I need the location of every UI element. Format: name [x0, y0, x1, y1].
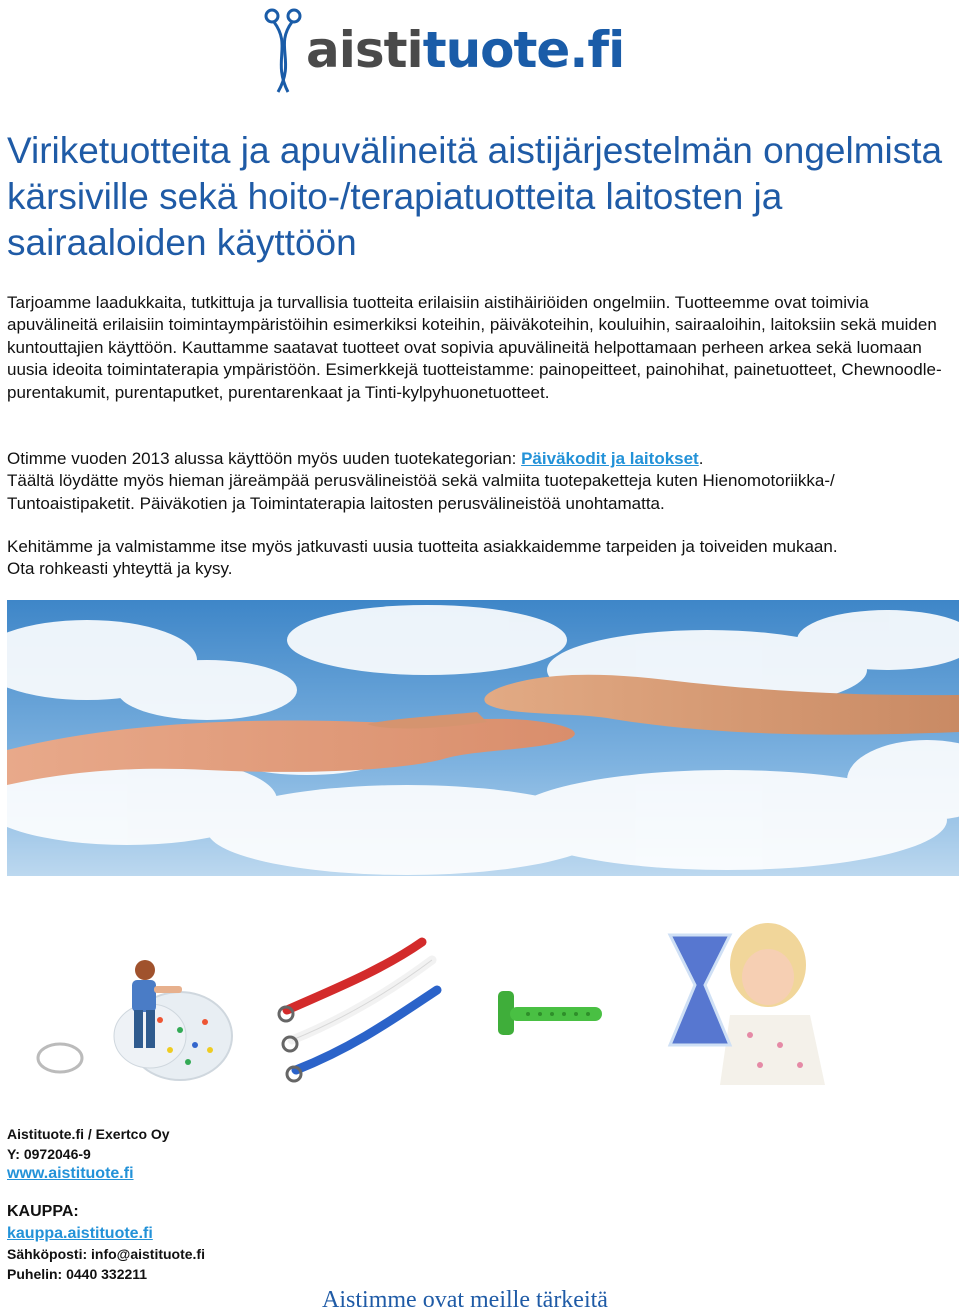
footer-business-id: Y: 0972046-9 — [7, 1146, 91, 1162]
footer-email: Sähköposti: info@aistituote.fi — [7, 1246, 205, 1262]
closing-line-2: Ota rohkeasti yhteyttä ja kysy. — [7, 559, 233, 579]
product-chewy-tube-green-image — [488, 985, 608, 1045]
footer-shop-label: KAUPPA: — [7, 1203, 79, 1220]
tagline: Aistimme ovat meille tärkeitä — [322, 1287, 608, 1313]
news-rest: Täältä löydätte myös hieman järeämpää perusvälineistöä sekä valmiita tuotepaketteja kuten Hienomotoriikka-/ Tuntoaistipaketit. Päiväkotien ja Toimintaterapia laitosten perusvälineistöä unohtamatta. — [7, 471, 835, 513]
page-title: Viriketuotteita ja apuvälineitä aistijärjestelmän ongelmista kärsiville sekä hoito-/terapiatuotteita laitosten ja sairaaloiden käyttöön — [7, 130, 943, 263]
news-text-end: . — [698, 449, 704, 468]
footer-website-link[interactable]: www.aistituote.fi — [7, 1165, 134, 1182]
logo-figure-icon — [262, 6, 306, 96]
product-girl-hourglass-image — [640, 915, 840, 1085]
category-link[interactable]: Päiväkodit ja laitokset — [521, 449, 699, 468]
logo[interactable] — [262, 6, 625, 96]
closing-paragraph — [7, 536, 952, 581]
footer-shop-link[interactable]: kauppa.aistituote.fi — [7, 1225, 153, 1242]
logo-text: aistituote.fi — [306, 21, 625, 79]
product-chew-tubes-image — [272, 930, 442, 1090]
footer-company: Aistituote.fi / Exertco Oy — [7, 1126, 170, 1142]
product-ball-image — [10, 950, 235, 1090]
news-text: Otimme vuoden 2013 alussa käyttöön myös uuden tuotekategorian: — [7, 449, 522, 468]
intro-paragraph: Tarjoamme laadukkaita, tutkittuja ja turvallisia tuotteita erilaisiin aistihäiriöiden ongelmiin. Tuotteemme ovat toimivia apuvälineitä erilaisiin toimintaympäristöihin esimerkiksi koteihin, päiväkoteihin, kouluihin, sairaaloihin, laitoksiin sekä muiden kuntouttajien käyttöön. Kauttamme saatavat tuotteet ovat sopivia apuvälineitä helpottamaan perheen arkea sekä luomaan uusia ideoita toimintaterapia ympäristöön. Esimerkkejä tuotteistamme: painopeitteet, painohihat, painetuotteet, Chewnoodle-purentakumit, purentaputket, purentarenkaat ja Tinti-kylpyhuonetuotteet. — [7, 293, 942, 402]
closing-line-1: Kehitämme ja valmistamme itse myös jatkuvasti uusia tuotteita asiakkaidemme tarpeiden ja toiveiden mukaan. — [7, 537, 838, 556]
footer-phone: Puhelin: 0440 332211 — [7, 1266, 148, 1282]
hero-image — [7, 600, 959, 876]
news-paragraph — [7, 448, 952, 515]
